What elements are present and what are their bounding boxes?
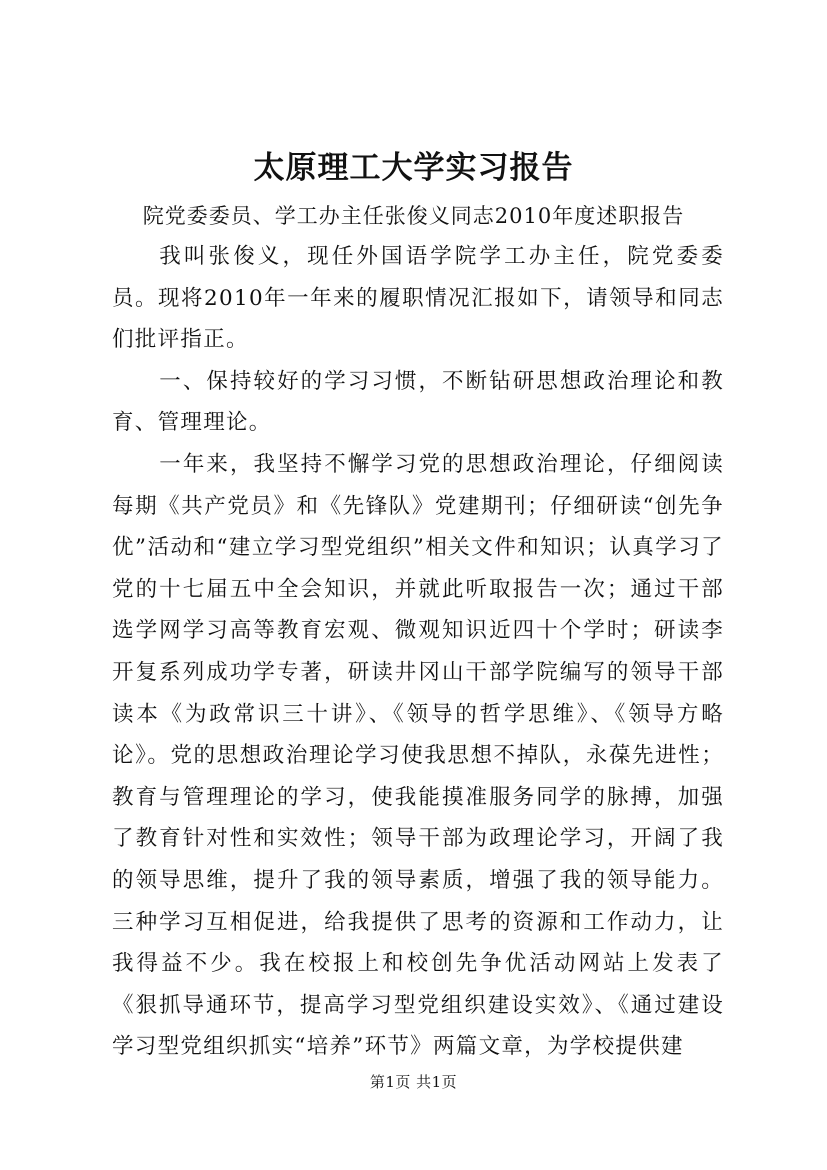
document-title: 太原理工大学实习报告 <box>253 150 574 186</box>
document-subtitle: 院党委委员、学工办主任张俊义同志2010年度述职报告 <box>142 204 685 228</box>
page-footer: 第1页 共1页 <box>369 1073 458 1091</box>
paragraph-intro: 我叫张俊义，现任外国语学院学工办主任，院党委委员。现将2010年一年来的履职情况汇报如下，请领导和同志们批评指正。 <box>112 244 724 353</box>
paragraph-section-heading: 一、保持较好的学习习惯，不断钻研思想政治理论和教育、管理理论。 <box>112 368 724 436</box>
document-body <box>112 236 724 1068</box>
paragraph-study-details: 一年来，我坚持不懈学习党的思想政治理论，仔细阅读每期《共产党员》和《先锋队》党建期刊；仔细研读“创先争优”活动和“建立学习型党组织”相关文件和知识；认真学习了党的十七届五中全会知识，并就此听取报告一次；通过干部选学网学习高等教育宏观、微观知识近四十个学时；研读李开复系列成功学专著，研读井冈山干部学院编写的领导干部读本《为政常识三十讲》、《领导的哲学思维》、《领导方略论》。党的思想政治理论学习使我思想不掉队，永葆先进性；教育与管理理论的学习，使我能摸准服务同学的脉搏，加强了教育针对性和实效性；领导干部为政理论学习，开阔了我的领导思维，提升了我的领导素质，增强了我的领导能力。三种学习互相促进，给我提供了思考的资源和工作动力，让我得益不少。我在校报上和校创先争优活动网站上发表了《狠抓导通环节，提高学习型党组织建设实效》、《通过建设学习型党组织抓实“培养”环节》两篇文章，为学校提供建 <box>112 451 724 1060</box>
